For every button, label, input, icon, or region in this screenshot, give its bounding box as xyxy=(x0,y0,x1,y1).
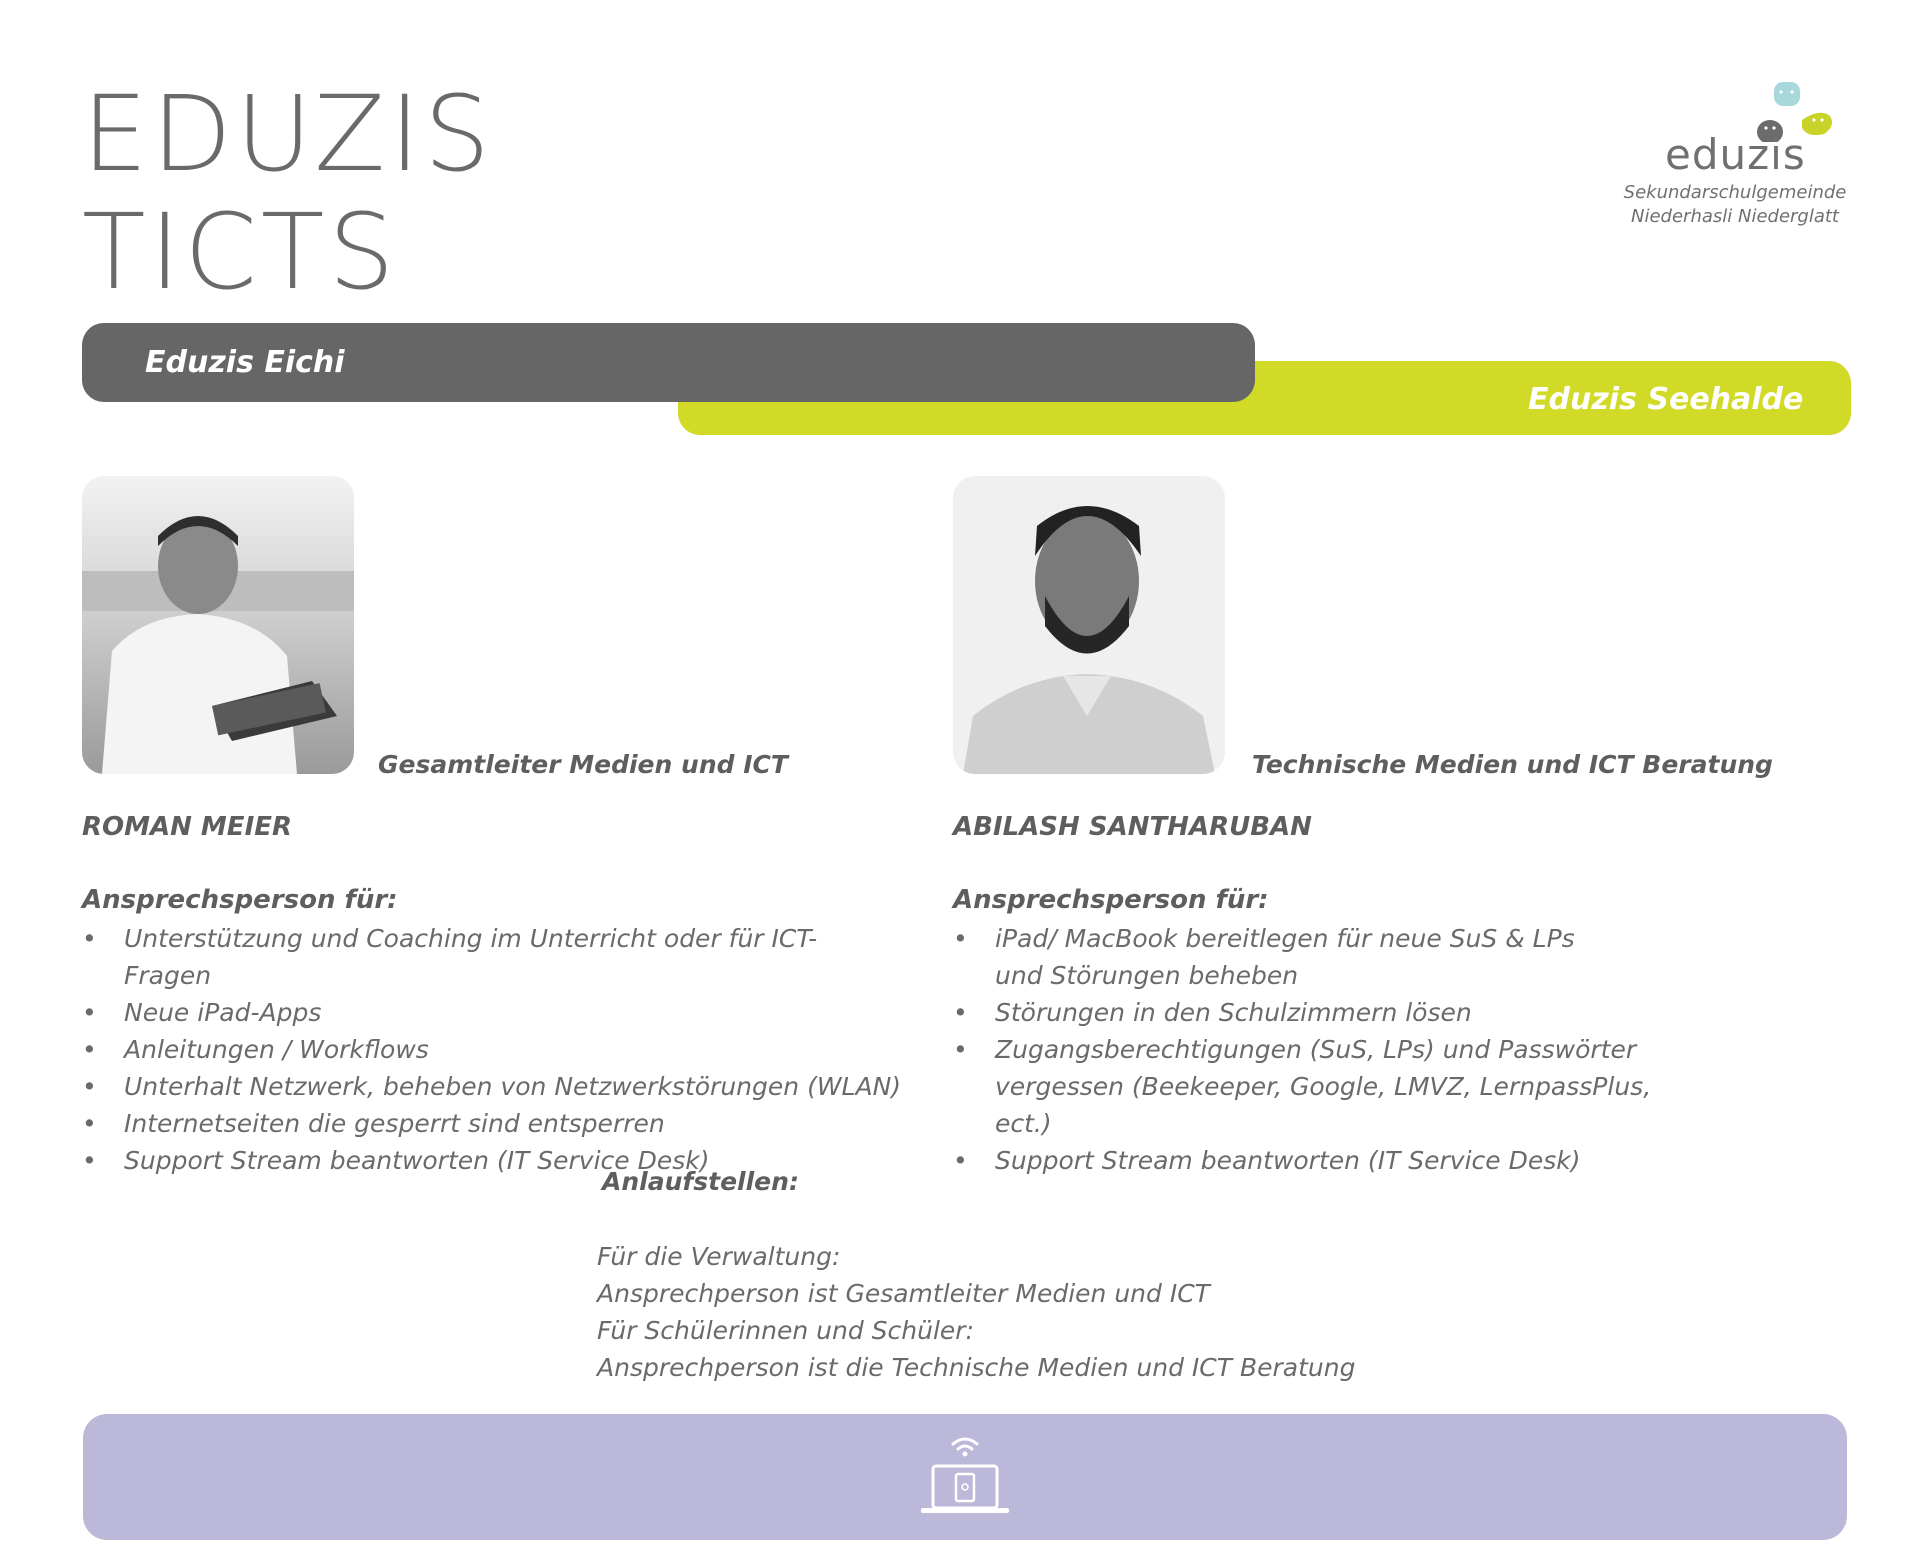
task-list-right xyxy=(953,920,1713,1179)
list-item: • iPad/ MacBook bereitlegen für neue SuS & LPs und Störungen beheben xyxy=(953,920,1615,994)
anlaufstellen-line: Für Schülerinnen und Schüler: xyxy=(597,1316,974,1345)
page-title-line-2: TICTS xyxy=(82,191,399,313)
logo-subtitle-2: Niederhasli Niederglatt xyxy=(1631,206,1839,227)
anlaufstellen-heading: Anlaufstellen: xyxy=(602,1167,799,1196)
name-abilash-santharuban: ABILASH SANTHARUBAN xyxy=(953,812,1312,842)
list-item: • Neue iPad-Apps xyxy=(82,994,902,1031)
list-item: • Störungen in den Schulzimmern lösen xyxy=(953,994,1713,1031)
list-item: • Anleitungen / Workflows xyxy=(82,1031,902,1068)
list-item: • Unterstützung und Coaching im Unterricht oder für ICT-Fragen xyxy=(82,920,902,994)
logo-wordmark: eduzis xyxy=(1665,130,1806,179)
list-item: • Internetseiten die gesperrt sind entsperren xyxy=(82,1105,902,1142)
anlaufstellen-line: Ansprechperson ist Gesamtleiter Medien und ICT xyxy=(597,1279,1210,1308)
banner-seehalde-label: Eduzis Seehalde xyxy=(1528,382,1804,417)
photo-roman-meier xyxy=(82,476,354,774)
name-roman-meier: ROMAN MEIER xyxy=(82,812,293,842)
list-item: • Support Stream beantworten (IT Service Desk) xyxy=(82,1142,902,1179)
list-item: • Unterhalt Netzwerk, beheben von Netzwerkstörungen (WLAN) xyxy=(82,1068,902,1105)
contact-heading-left: Ansprechsperson für: xyxy=(82,885,398,915)
list-item: • Zugangsberechtigungen (SuS, LPs) und Passwörter vergessen (Beekeeper, Google, LMVZ, LernpassPlus, ect.) xyxy=(953,1031,1715,1142)
banner-eichi-label: Eduzis Eichi xyxy=(145,345,345,380)
list-item: • Support Stream beantworten (IT Service Desk) xyxy=(953,1142,1713,1179)
task-list-left xyxy=(82,920,902,1179)
laptop-wifi-icon xyxy=(919,1432,1011,1520)
footer-bar xyxy=(83,1414,1847,1540)
photo-abilash-santharuban xyxy=(953,476,1225,774)
role-abilash-santharuban: Technische Medien und ICT Beratung xyxy=(1252,750,1773,779)
anlaufstellen-line: Ansprechperson ist die Technische Medien und ICT Beratung xyxy=(597,1353,1356,1382)
role-roman-meier: Gesamtleiter Medien und ICT xyxy=(378,750,788,779)
logo-subtitle-1: Sekundarschulgemeinde xyxy=(1623,182,1847,203)
anlaufstellen-line: Für die Verwaltung: xyxy=(597,1242,841,1271)
page-title-line-1: EDUZIS xyxy=(82,73,495,195)
anlaufstellen-block xyxy=(597,1238,1355,1386)
contact-heading-right: Ansprechsperson für: xyxy=(953,885,1269,915)
